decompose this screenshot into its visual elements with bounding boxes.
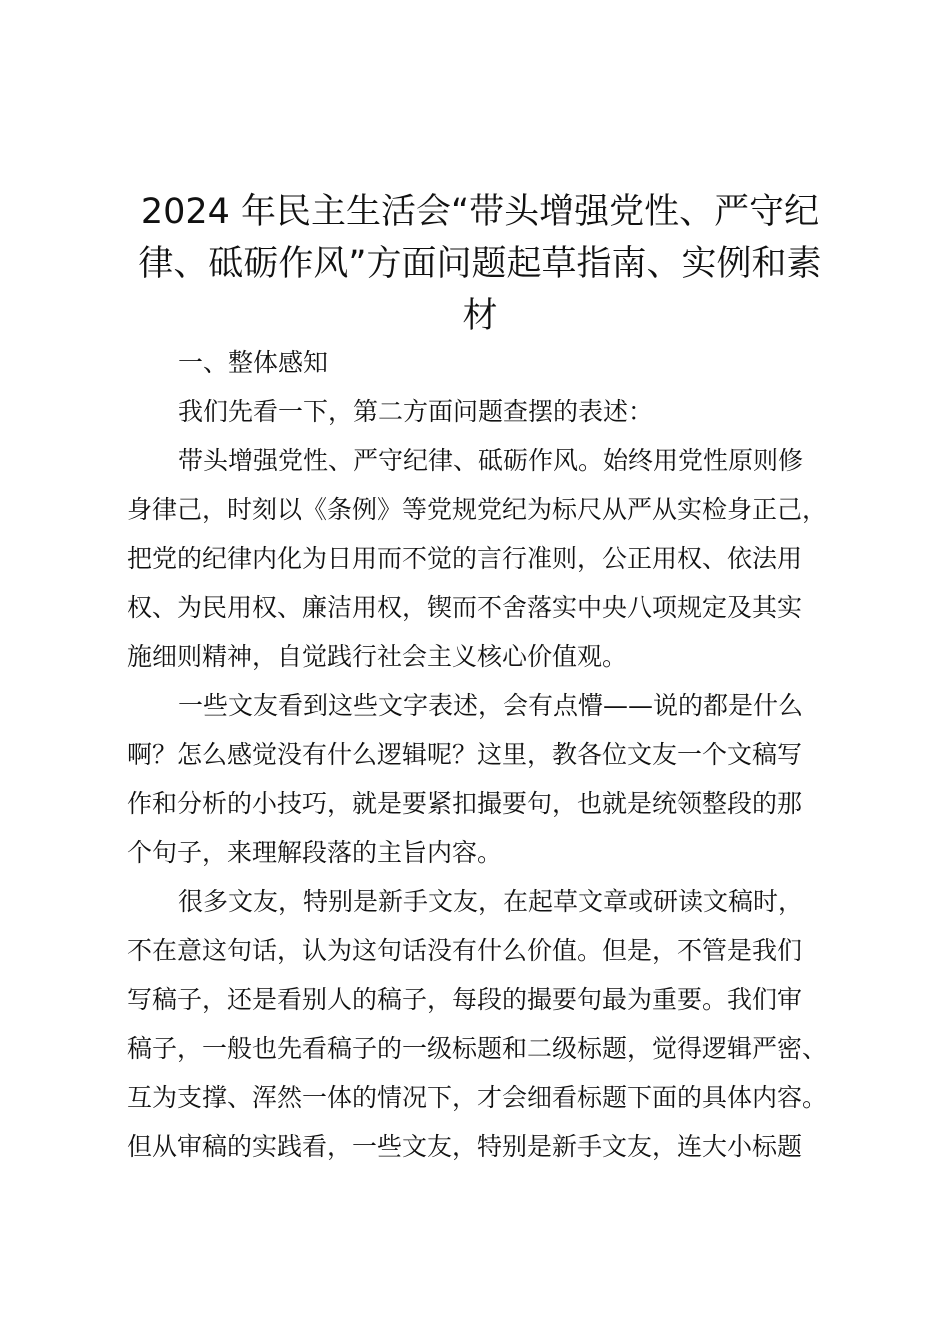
- paragraph-line: 但从审稿的实践看，一些文友，特别是新手文友，连大小标题: [127, 1132, 803, 1161]
- paragraph: [127, 436, 867, 681]
- paragraph-line: 身律己，时刻以《条例》等党规党纪为标尺从严从实检身正己，: [127, 495, 828, 524]
- paragraph-line: 写稿子，还是看别人的稿子，每段的撮要句最为重要。我们审: [127, 985, 803, 1014]
- paragraph-line: 很多文友，特别是新手文友，在起草文章或研读文稿时，: [178, 887, 804, 916]
- paragraph-line: 把党的纪律内化为日用而不觉的言行准则，公正用权、依法用: [127, 544, 803, 573]
- paragraph-line: 一些文友看到这些文字表述，会有点懵——说的都是什么: [178, 691, 804, 720]
- title-line: 律、砥砺作风”方面问题起草指南、实例和素: [138, 244, 822, 284]
- paragraph: [127, 681, 867, 877]
- paragraph-line: 施细则精神，自觉践行社会主义核心价值观。: [127, 642, 628, 671]
- paragraph: [127, 387, 867, 436]
- paragraph-line: 权、为民用权、廉洁用权，锲而不舍落实中央八项规定及其实: [127, 593, 803, 622]
- section-heading: 一、整体感知: [178, 348, 329, 377]
- document-body: [127, 338, 867, 1171]
- document-title: [120, 186, 840, 342]
- paragraph-line: 个句子，来理解段落的主旨内容。: [127, 838, 503, 867]
- paragraph-line: 我们先看一下，第二方面问题查摆的表述：: [178, 397, 654, 426]
- title-line: 材: [462, 296, 498, 336]
- paragraph-line: 作和分析的小技巧，就是要紧扣撮要句，也就是统领整段的那: [127, 789, 803, 818]
- paragraph-line: 带头增强党性、严守纪律、砥砺作风。始终用党性原则修: [178, 446, 804, 475]
- paragraph-line: 稿子，一般也先看稿子的一级标题和二级标题，觉得逻辑严密、: [127, 1034, 828, 1063]
- paragraph: [127, 877, 867, 1171]
- paragraph-line: 互为支撑、浑然一体的情况下，才会细看标题下面的具体内容。: [127, 1083, 828, 1112]
- title-line: 2024 年民主生活会“带头增强党性、严守纪: [140, 192, 820, 232]
- paragraph-line: 不在意这句话，认为这句话没有什么价值。但是，不管是我们: [127, 936, 803, 965]
- paragraph-line: 啊？怎么感觉没有什么逻辑呢？这里，教各位文友一个文稿写: [127, 740, 803, 769]
